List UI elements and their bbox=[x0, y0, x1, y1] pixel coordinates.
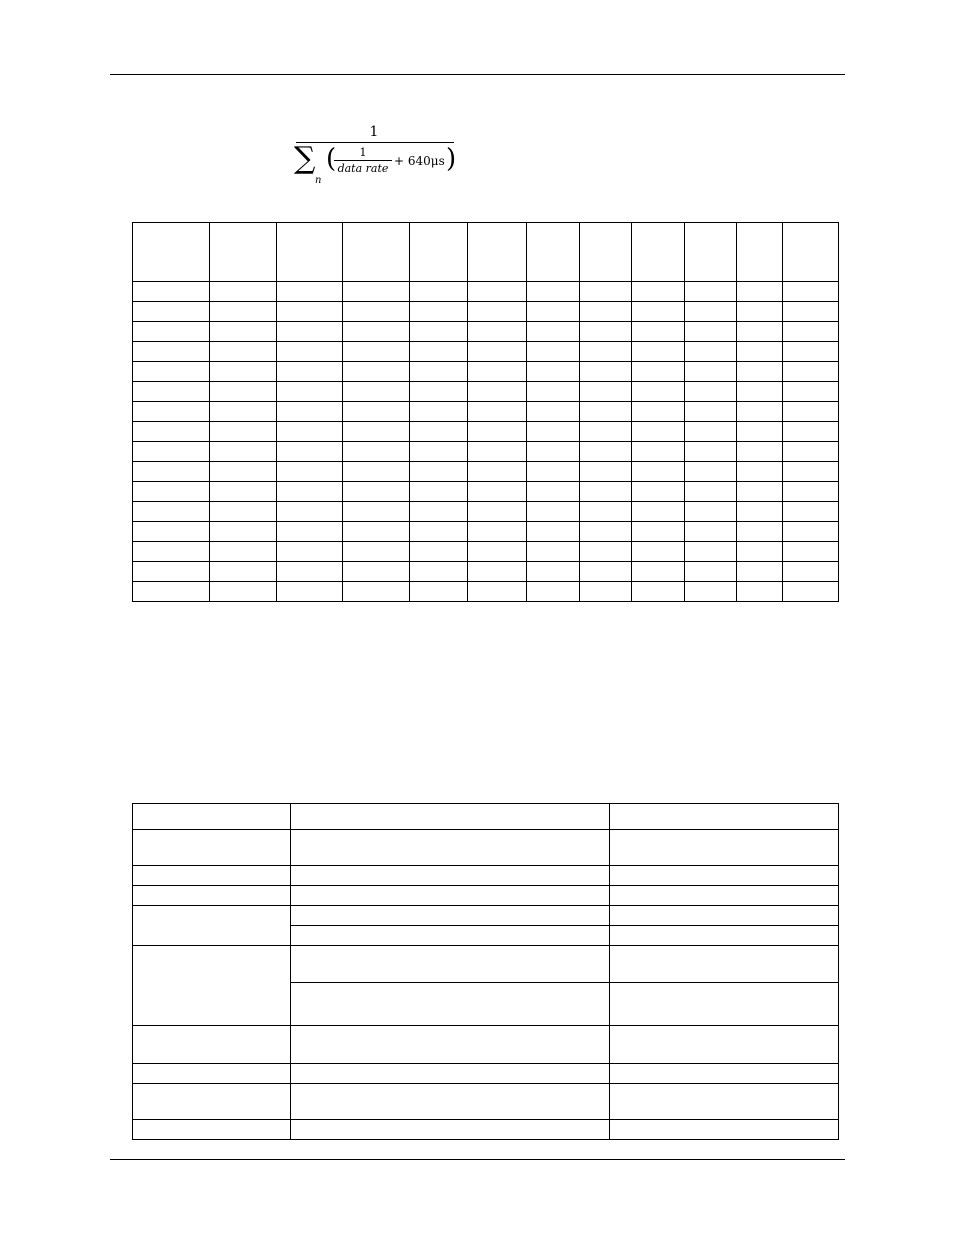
footer-rule bbox=[110, 1159, 845, 1160]
table-cell bbox=[610, 906, 839, 926]
table-cell bbox=[783, 302, 839, 322]
table-cell bbox=[783, 442, 839, 462]
table-cell bbox=[737, 362, 783, 382]
table-cell bbox=[133, 1084, 291, 1120]
table-cell bbox=[209, 322, 276, 342]
table-cell bbox=[133, 302, 210, 322]
header-cell bbox=[133, 223, 210, 282]
table-cell bbox=[409, 522, 468, 542]
table-cell bbox=[342, 502, 409, 522]
table-cell bbox=[610, 983, 839, 1026]
table-cell bbox=[685, 342, 737, 362]
table-cell bbox=[342, 422, 409, 442]
table-cell bbox=[580, 302, 632, 322]
table-cell bbox=[133, 382, 210, 402]
table-cell bbox=[580, 522, 632, 542]
table-cell bbox=[737, 502, 783, 522]
table-cell bbox=[276, 522, 342, 542]
table-cell bbox=[783, 482, 839, 502]
table-cell bbox=[632, 382, 685, 402]
header-cell bbox=[409, 223, 468, 282]
table-row bbox=[133, 542, 839, 562]
table-row bbox=[133, 442, 839, 462]
table-cell bbox=[527, 322, 580, 342]
table-cell bbox=[737, 402, 783, 422]
table-cell bbox=[209, 422, 276, 442]
summation-index: n bbox=[315, 175, 322, 186]
table-cell bbox=[685, 322, 737, 342]
table-cell bbox=[133, 1026, 291, 1064]
table-cell bbox=[468, 462, 527, 482]
table-cell bbox=[409, 562, 468, 582]
right-paren: ) bbox=[446, 144, 457, 174]
table-cell bbox=[737, 542, 783, 562]
table-cell bbox=[632, 562, 685, 582]
table-cell bbox=[610, 886, 839, 906]
table-cell bbox=[276, 462, 342, 482]
table-cell bbox=[209, 542, 276, 562]
table-cell bbox=[610, 1026, 839, 1064]
table-cell bbox=[276, 482, 342, 502]
header-cell bbox=[276, 223, 342, 282]
table-cell bbox=[133, 542, 210, 562]
table-cell bbox=[133, 830, 291, 866]
table-cell bbox=[468, 442, 527, 462]
table-cell bbox=[737, 462, 783, 482]
table-cell bbox=[685, 462, 737, 482]
table-cell bbox=[133, 522, 210, 542]
table-cell bbox=[409, 342, 468, 362]
table-cell bbox=[209, 302, 276, 322]
table-cell bbox=[276, 442, 342, 462]
table-cell bbox=[580, 582, 632, 602]
inner-denominator: data rate bbox=[337, 162, 389, 175]
table-cell bbox=[527, 562, 580, 582]
table-cell bbox=[632, 402, 685, 422]
table-cell bbox=[580, 542, 632, 562]
overhead-term: + 640μs bbox=[394, 154, 445, 168]
table-row bbox=[133, 422, 839, 442]
table-cell bbox=[580, 422, 632, 442]
table-cell bbox=[610, 804, 839, 830]
table-cell bbox=[290, 1120, 610, 1140]
table-cell bbox=[276, 562, 342, 582]
table-cell bbox=[632, 582, 685, 602]
table-cell bbox=[276, 422, 342, 442]
table-row bbox=[133, 502, 839, 522]
header-cell bbox=[685, 223, 737, 282]
table-cell bbox=[342, 322, 409, 342]
throughput-formula bbox=[294, 120, 456, 195]
table-cell bbox=[580, 382, 632, 402]
table-row bbox=[133, 362, 839, 382]
table-cell bbox=[133, 502, 210, 522]
table-row bbox=[133, 402, 839, 422]
table-cell bbox=[527, 442, 580, 462]
table-cell bbox=[468, 382, 527, 402]
left-paren: ( bbox=[326, 144, 337, 174]
table-cell bbox=[209, 402, 276, 422]
table-cell bbox=[468, 342, 527, 362]
table-cell bbox=[632, 362, 685, 382]
header-cell bbox=[632, 223, 685, 282]
summation-symbol: ∑ bbox=[294, 141, 316, 176]
table-cell bbox=[527, 542, 580, 562]
table-cell bbox=[610, 830, 839, 866]
table-cell bbox=[468, 282, 527, 302]
table-cell bbox=[409, 302, 468, 322]
table-cell bbox=[209, 342, 276, 362]
table-cell bbox=[527, 362, 580, 382]
table-cell bbox=[133, 886, 291, 906]
table-cell bbox=[632, 502, 685, 522]
header-cell bbox=[783, 223, 839, 282]
table-cell bbox=[610, 1064, 839, 1084]
table-cell bbox=[276, 362, 342, 382]
table-cell bbox=[409, 422, 468, 442]
table-cell bbox=[580, 402, 632, 422]
table-body bbox=[133, 282, 839, 602]
table-cell bbox=[342, 462, 409, 482]
table-cell bbox=[276, 542, 342, 562]
table-cell bbox=[580, 342, 632, 362]
table-cell bbox=[580, 482, 632, 502]
table-cell bbox=[468, 362, 527, 382]
table-row bbox=[133, 1064, 839, 1084]
table-cell bbox=[409, 362, 468, 382]
table-cell bbox=[580, 502, 632, 522]
table-cell bbox=[276, 322, 342, 342]
table-row bbox=[133, 302, 839, 322]
table-cell bbox=[580, 282, 632, 302]
table-cell bbox=[685, 402, 737, 422]
table-row bbox=[133, 562, 839, 582]
table-cell bbox=[133, 906, 291, 946]
table-cell bbox=[632, 322, 685, 342]
table-cell bbox=[133, 946, 291, 1026]
table-cell bbox=[290, 926, 610, 946]
table-cell bbox=[610, 1120, 839, 1140]
table-cell bbox=[276, 582, 342, 602]
table-cell bbox=[610, 946, 839, 983]
table-cell bbox=[580, 322, 632, 342]
table-cell bbox=[342, 342, 409, 362]
table-cell bbox=[685, 522, 737, 542]
table-row bbox=[133, 906, 839, 926]
table-cell bbox=[685, 542, 737, 562]
table-cell bbox=[783, 382, 839, 402]
table-cell bbox=[468, 502, 527, 522]
table-cell bbox=[133, 1120, 291, 1140]
table-cell bbox=[737, 482, 783, 502]
table-cell bbox=[737, 322, 783, 342]
table-cell bbox=[632, 462, 685, 482]
table-cell bbox=[685, 562, 737, 582]
table-cell bbox=[737, 582, 783, 602]
table-cell bbox=[342, 302, 409, 322]
table-cell bbox=[209, 382, 276, 402]
table-cell bbox=[685, 302, 737, 322]
table-cell bbox=[209, 582, 276, 602]
table-cell bbox=[342, 382, 409, 402]
table-cell bbox=[610, 866, 839, 886]
table-row bbox=[133, 582, 839, 602]
table-cell bbox=[580, 362, 632, 382]
table-cell bbox=[685, 442, 737, 462]
table-cell bbox=[527, 402, 580, 422]
data-rate-table bbox=[132, 222, 839, 602]
parameter-table bbox=[132, 803, 839, 1140]
table-row bbox=[133, 282, 839, 302]
table-cell bbox=[409, 282, 468, 302]
table-cell bbox=[209, 562, 276, 582]
table-cell bbox=[290, 1026, 610, 1064]
table-cell bbox=[209, 462, 276, 482]
table-cell bbox=[209, 502, 276, 522]
table-row bbox=[133, 946, 839, 983]
table-cell bbox=[527, 302, 580, 322]
table-cell bbox=[580, 442, 632, 462]
table-cell bbox=[290, 983, 610, 1026]
table-cell bbox=[133, 402, 210, 422]
table-cell bbox=[468, 322, 527, 342]
table-cell bbox=[290, 866, 610, 886]
table-cell bbox=[783, 402, 839, 422]
table-cell bbox=[133, 362, 210, 382]
table-cell bbox=[133, 804, 291, 830]
table-cell bbox=[468, 402, 527, 422]
table-cell bbox=[209, 362, 276, 382]
table-cell bbox=[276, 282, 342, 302]
table-cell bbox=[209, 282, 276, 302]
table-row bbox=[133, 1026, 839, 1064]
table-cell bbox=[342, 362, 409, 382]
table-cell bbox=[685, 582, 737, 602]
table-cell bbox=[342, 582, 409, 602]
table-cell bbox=[468, 302, 527, 322]
table-cell bbox=[737, 342, 783, 362]
table-cell bbox=[290, 906, 610, 926]
table-cell bbox=[468, 582, 527, 602]
table-cell bbox=[632, 442, 685, 462]
table-cell bbox=[468, 562, 527, 582]
table-row bbox=[133, 804, 839, 830]
table-cell bbox=[737, 302, 783, 322]
table-cell bbox=[342, 482, 409, 502]
table-cell bbox=[580, 462, 632, 482]
table-cell bbox=[409, 582, 468, 602]
table-cell bbox=[783, 522, 839, 542]
table-row bbox=[133, 1084, 839, 1120]
header-rule bbox=[110, 74, 845, 75]
table-row bbox=[133, 322, 839, 342]
table-cell bbox=[290, 946, 610, 983]
table-cell bbox=[290, 1064, 610, 1084]
table-row bbox=[133, 522, 839, 542]
table-cell bbox=[342, 402, 409, 422]
table-cell bbox=[685, 382, 737, 402]
table-cell bbox=[783, 582, 839, 602]
table-cell bbox=[685, 502, 737, 522]
table-cell bbox=[133, 322, 210, 342]
table-cell bbox=[209, 442, 276, 462]
table-cell bbox=[342, 282, 409, 302]
table-cell bbox=[783, 322, 839, 342]
table-cell bbox=[342, 442, 409, 462]
table-cell bbox=[783, 282, 839, 302]
table-cell bbox=[468, 522, 527, 542]
table-row bbox=[133, 866, 839, 886]
table-cell bbox=[409, 382, 468, 402]
table-cell bbox=[783, 502, 839, 522]
header-cell bbox=[580, 223, 632, 282]
table-cell bbox=[610, 926, 839, 946]
table-row bbox=[133, 382, 839, 402]
table-cell bbox=[610, 1084, 839, 1120]
table-row bbox=[133, 830, 839, 866]
table-cell bbox=[276, 382, 342, 402]
formula-numerator: 1 bbox=[369, 124, 379, 140]
table-cell bbox=[276, 402, 342, 422]
table-cell bbox=[133, 442, 210, 462]
table-cell bbox=[468, 482, 527, 502]
table-cell bbox=[685, 282, 737, 302]
table-cell bbox=[632, 482, 685, 502]
table-cell bbox=[527, 482, 580, 502]
table-cell bbox=[527, 522, 580, 542]
table-cell bbox=[468, 542, 527, 562]
table-cell bbox=[783, 362, 839, 382]
table-cell bbox=[290, 830, 610, 866]
table-cell bbox=[737, 282, 783, 302]
table-cell bbox=[632, 522, 685, 542]
table-cell bbox=[409, 482, 468, 502]
table-cell bbox=[783, 342, 839, 362]
table-cell bbox=[632, 282, 685, 302]
header-cell bbox=[209, 223, 276, 282]
table-cell bbox=[409, 322, 468, 342]
table-cell bbox=[209, 522, 276, 542]
table-row bbox=[133, 462, 839, 482]
table-cell bbox=[133, 866, 291, 886]
table-cell bbox=[783, 542, 839, 562]
table-cell bbox=[409, 442, 468, 462]
table-cell bbox=[527, 502, 580, 522]
table-cell bbox=[409, 402, 468, 422]
table-cell bbox=[737, 522, 783, 542]
table-cell bbox=[527, 282, 580, 302]
table-cell bbox=[632, 542, 685, 562]
table-cell bbox=[685, 422, 737, 442]
table-cell bbox=[133, 282, 210, 302]
table-cell bbox=[133, 422, 210, 442]
table-cell bbox=[685, 482, 737, 502]
table-cell bbox=[783, 562, 839, 582]
table-cell bbox=[409, 502, 468, 522]
table-row bbox=[133, 482, 839, 502]
table-cell bbox=[737, 382, 783, 402]
table-cell bbox=[133, 482, 210, 502]
header-cell bbox=[527, 223, 580, 282]
table-cell bbox=[737, 442, 783, 462]
table-cell bbox=[133, 582, 210, 602]
table-cell bbox=[685, 362, 737, 382]
table-cell bbox=[632, 302, 685, 322]
table-cell bbox=[527, 382, 580, 402]
table-cell bbox=[342, 522, 409, 542]
table-cell bbox=[276, 502, 342, 522]
table-header-row bbox=[133, 223, 839, 282]
table-cell bbox=[409, 542, 468, 562]
table-cell bbox=[783, 462, 839, 482]
table-row bbox=[133, 342, 839, 362]
table-cell bbox=[276, 302, 342, 322]
table-cell bbox=[527, 582, 580, 602]
table-cell bbox=[468, 422, 527, 442]
table-cell bbox=[276, 342, 342, 362]
table-cell bbox=[290, 886, 610, 906]
table-cell bbox=[737, 422, 783, 442]
table-cell bbox=[409, 462, 468, 482]
table-cell bbox=[133, 562, 210, 582]
inner-numerator: 1 bbox=[359, 146, 367, 159]
table-cell bbox=[290, 1084, 610, 1120]
table-cell bbox=[133, 1064, 291, 1084]
table-cell bbox=[342, 542, 409, 562]
table-cell bbox=[133, 462, 210, 482]
table-cell bbox=[133, 342, 210, 362]
table-row bbox=[133, 1120, 839, 1140]
header-cell bbox=[468, 223, 527, 282]
table-cell bbox=[290, 804, 610, 830]
table-cell bbox=[580, 562, 632, 582]
table-cell bbox=[632, 342, 685, 362]
formula-fraction-bar bbox=[296, 142, 454, 143]
table-cell bbox=[527, 342, 580, 362]
table-row bbox=[133, 886, 839, 906]
table-cell bbox=[632, 422, 685, 442]
inner-fraction-bar bbox=[334, 160, 392, 161]
table-cell bbox=[527, 462, 580, 482]
table-cell bbox=[209, 482, 276, 502]
header-cell bbox=[737, 223, 783, 282]
header-cell bbox=[342, 223, 409, 282]
table-cell bbox=[527, 422, 580, 442]
table-cell bbox=[737, 562, 783, 582]
table-cell bbox=[783, 422, 839, 442]
table-cell bbox=[342, 562, 409, 582]
